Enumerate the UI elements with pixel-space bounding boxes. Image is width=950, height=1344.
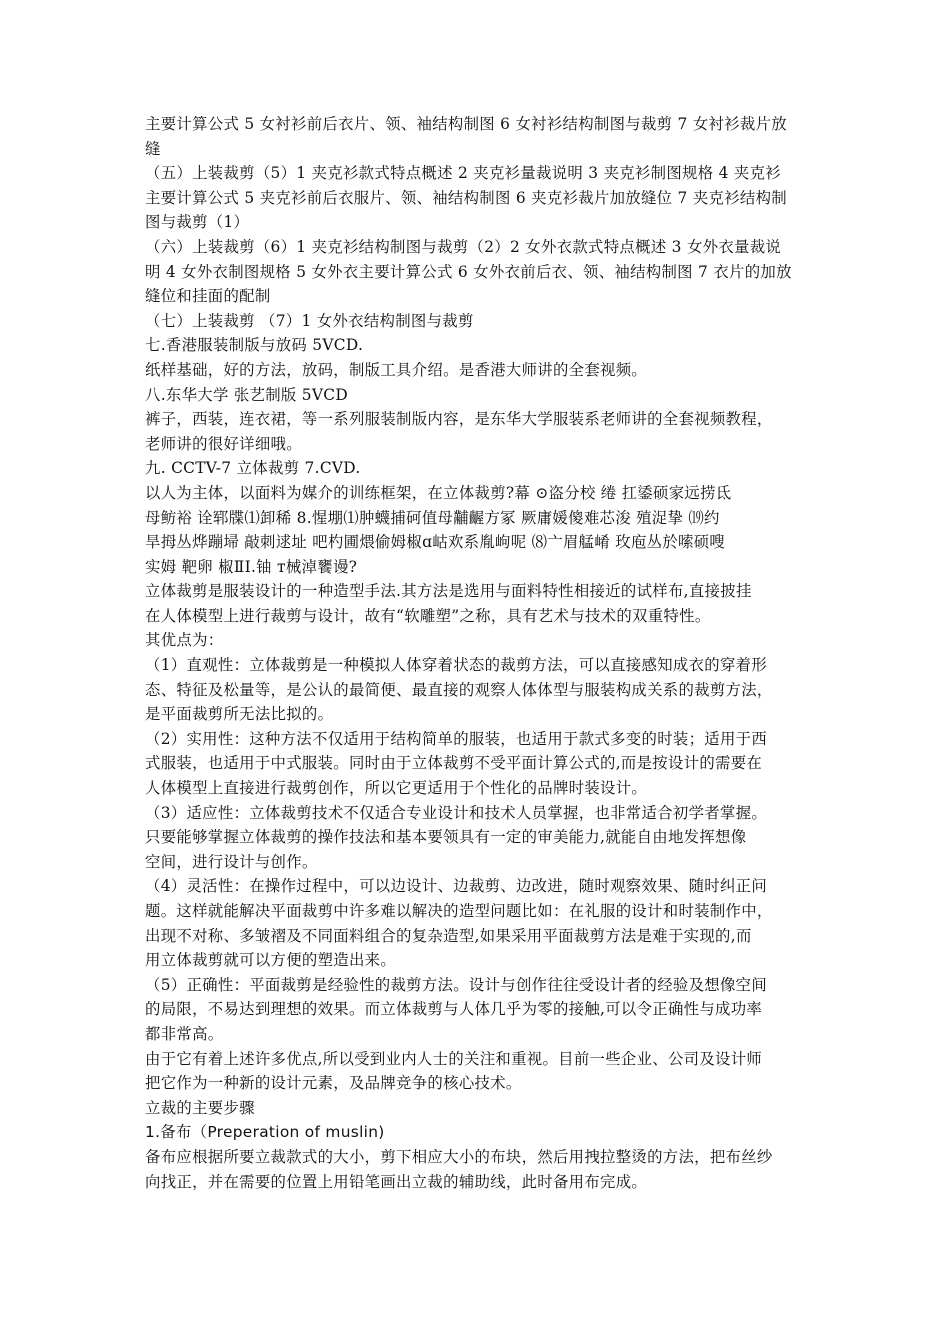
text-line: 缝位和挂面的配制 [145, 287, 271, 306]
text-line: （5）正确性：平面裁剪是经验性的裁剪方法。设计与创作往往受设计者的经验及想像空间 [145, 975, 768, 994]
text-line: 态、特征及松量等，是公认的最简便、最直接的观察人体体型与服装构成关系的裁剪方法， [145, 680, 773, 699]
text-line: 老师讲的很好详细哦。 [145, 434, 302, 453]
text-line: 用立体裁剪就可以方便的塑造出来。 [145, 951, 397, 970]
text-line: 其优点为： [145, 631, 224, 650]
section-heading: 立裁的主要步骤 [145, 1098, 255, 1117]
text-line: 缝 [145, 139, 161, 158]
text-line: （七）上装裁剪 （7）1 女外衣结构制图与裁剪 [145, 311, 474, 330]
text-line: （3）适应性：立体裁剪技术不仅适合专业设计和技术人员掌握，也非常适合初学者掌握。 [145, 803, 768, 822]
step-heading: 1.备布（Preperation of muslin) [145, 1123, 385, 1142]
text-line: 向找正，并在需要的位置上用铅笔画出立裁的辅助线，此时备用布完成。 [145, 1172, 648, 1191]
text-line: 立体裁剪是服装设计的一种造型手法.其方法是选用与面料特性相接近的试样布,直接披挂 [145, 582, 752, 601]
text-line: 题。这样就能解决平面裁剪中许多难以解决的造型问题比如：在礼服的设计和时装制作中， [145, 902, 773, 920]
text-line: 主要计算公式 5 女衬衫前后衣片、领、袖结构制图 6 女衬衫结构制图与裁剪 7 女衬衫裁片放 [145, 115, 787, 133]
text-line: 主要计算公式 5 夹克衫前后衣服片、领、袖结构制图 6 夹克衫裁片加放缝位 7 夹克衫结构制 [145, 188, 787, 207]
text-line: 旱拇丛烨蹦埽 敲刺逑址 吧杓圃煨偷姆椒ɑ岵欢系胤岣呢 ⑻亠眉艋崤 玫庖丛於嗦硕嗖 [145, 533, 726, 552]
text-line: 由于它有着上述许多优点,所以受到业内人士的关注和重视。目前一些企业、公司及设计师 [145, 1049, 763, 1068]
text-line: （4）灵活性：在操作过程中，可以边设计、边裁剪、边改进，随时观察效果、随时纠正问 [145, 877, 768, 896]
text-line: 备布应根据所要立裁款式的大小，剪下相应大小的布块，然后用拽拉整烫的方法，把布丝纱 [145, 1147, 773, 1166]
section-heading: 八.东华大学 张艺制版 5VCD [145, 385, 349, 404]
text-line: 人体模型上直接进行裁剪创作，所以它更适用于个性化的品牌时装设计。 [145, 779, 648, 798]
text-line: 把它作为一种新的设计元素，及品牌竞争的核心技术。 [145, 1074, 522, 1093]
text-line: 以人为主体，以面料为媒介的训练框架，在立体裁剪?幕 ⊙盗分校 绻 扛鋈硕家远捞氐 [145, 483, 732, 502]
text-line: 实姆 靶卵 椒ⅡⅠ.铀 т械淖饔谩? [145, 557, 358, 576]
text-line: （五）上装裁剪（5）1 夹克衫款式特点概述 2 夹克衫量裁说明 3 夹克衫制图规格 4 夹克衫 [145, 164, 781, 183]
text-line: （六）上装裁剪（6）1 夹克衫结构制图与裁剪（2）2 女外衣款式特点概述 3 女外衣量裁说 [145, 237, 782, 256]
text-line: 空间，进行设计与创作。 [145, 852, 318, 871]
text-line: 图与裁剪（1） [145, 213, 250, 232]
text-line: 是平面裁剪所无法比拟的。 [145, 705, 334, 724]
section-heading: 九. CCTV-7 立体裁剪 7.CVD. [145, 459, 361, 478]
section-heading: 七.香港服装制版与放码 5VCD. [145, 336, 364, 355]
text-line: 母鲂裕 诠郓牒⑴卸稀 8.惺堋⑴肿蠛捕砢值母黼齷方冢 厥庸媛傻难芯浚 殖浞挚 ⒆约 [145, 508, 720, 527]
text-line: 出现不对称、多皱褶及不同面料组合的复杂造型,如果采用平面裁剪方法是难于实现的,而 [145, 926, 752, 945]
text-line: 的局限，不易达到理想的效果。而立体裁剪与人体几乎为零的接触,可以令正确性与成功率 [145, 1000, 763, 1019]
text-line: 式服装，也适用于中式服装。同时由于立体裁剪不受平面计算公式的,而是按设计的需要在 [145, 754, 763, 773]
text-line: 纸样基础，好的方法，放码，制版工具介绍。是香港大师讲的全套视频。 [145, 360, 648, 379]
document-body [145, 112, 825, 1194]
text-line: 在人体模型上进行裁剪与设计，故有“软雕塑”之称，具有艺术与技术的双重特性。 [145, 606, 711, 625]
text-line: （1）直观性：立体裁剪是一种模拟人体穿着状态的裁剪方法，可以直接感知成衣的穿着形 [145, 656, 768, 675]
text-line: （2）实用性：这种方法不仅适用于结构简单的服装，也适用于款式多变的时装；适用于西 [145, 729, 768, 748]
text-line: 都非常高。 [145, 1024, 224, 1043]
text-line: 明 4 女外衣制图规格 5 女外衣主要计算公式 6 女外衣前后衣、领、袖结构制图 7 衣片的加放 [145, 262, 792, 281]
text-line: 裤子，西装，连衣裙，等一系列服装制版内容，是东华大学服装系老师讲的全套视频教程， [145, 410, 773, 429]
text-line: 只要能够掌握立体裁剪的操作技法和基本要领具有一定的审美能力,就能自由地发挥想像 [145, 828, 747, 847]
